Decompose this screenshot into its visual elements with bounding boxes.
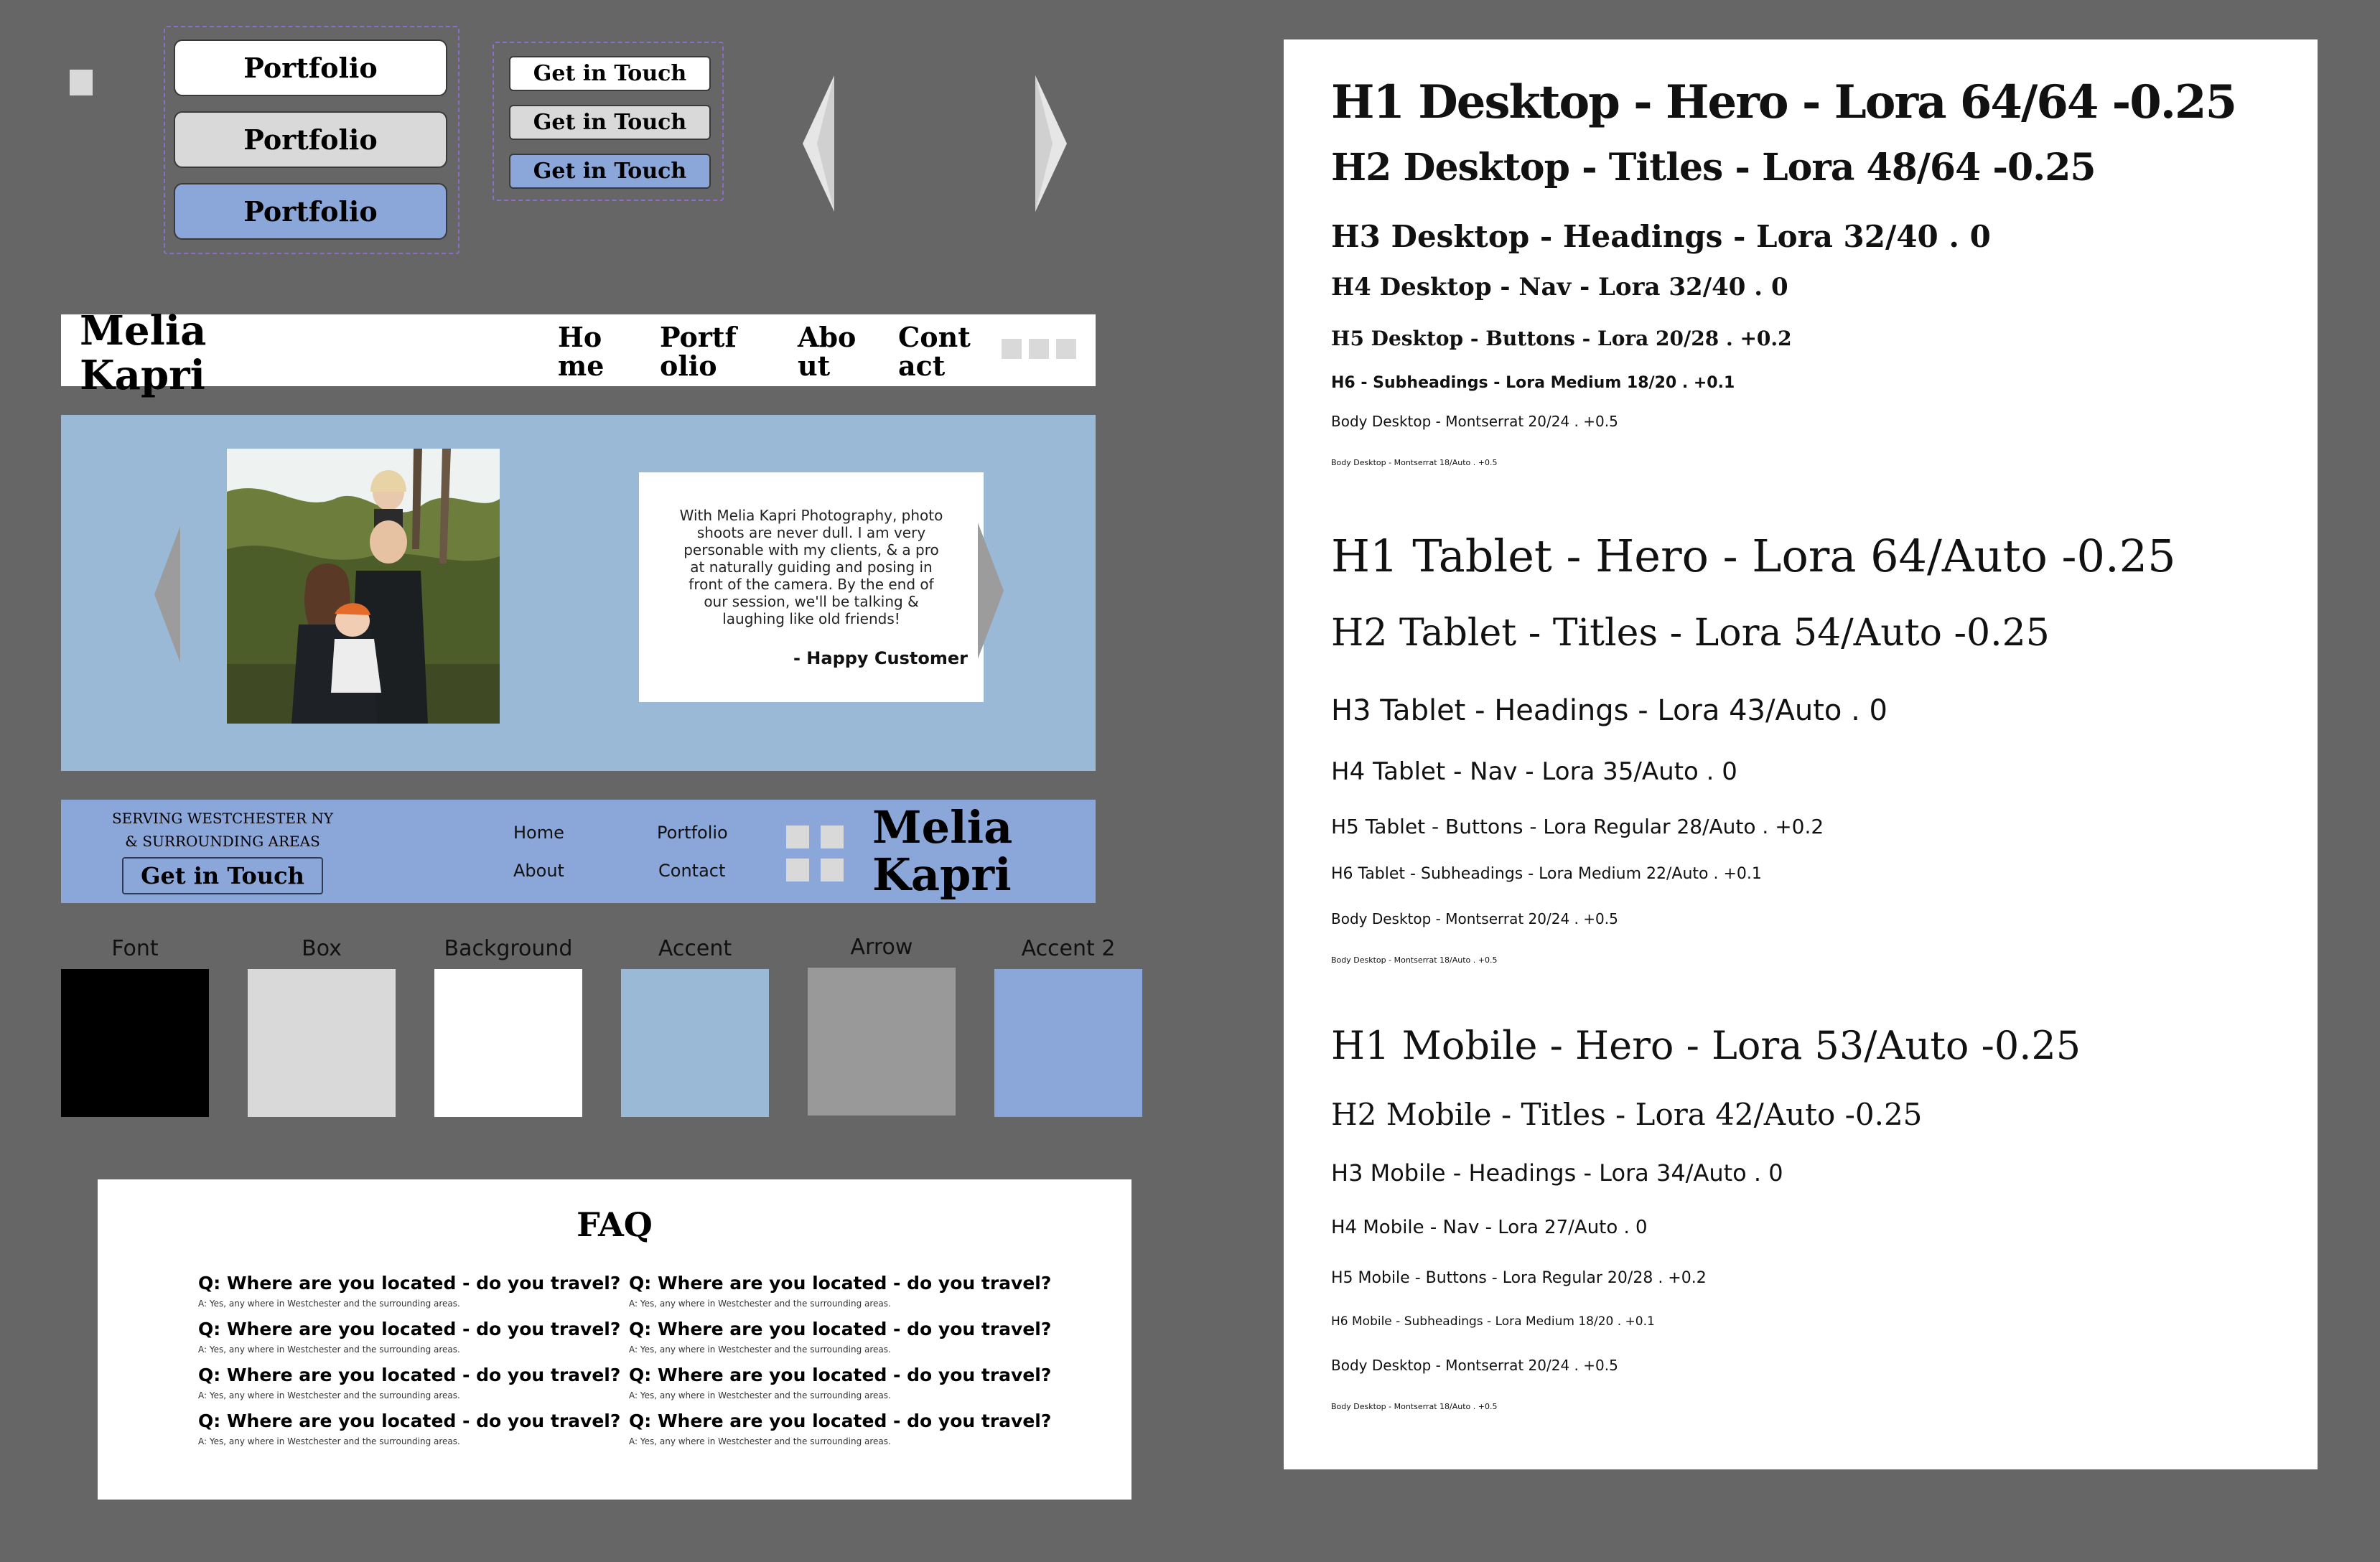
nav-bar xyxy=(61,307,1096,399)
type-h2-desktop: H2 Desktop - Titles - Lora 48/64 -0.25 xyxy=(1331,146,2096,190)
faq-answer: A: Yes, any where in Westchester and the surrounding areas. xyxy=(629,1299,891,1309)
type-h5-tablet: H5 Tablet - Buttons - Lora Regular 28/Auto . +0.2 xyxy=(1331,815,1824,838)
faq-question[interactable]: Q: Where are you located - do you travel? xyxy=(198,1365,621,1385)
faq-answer: A: Yes, any where in Westchester and the surrounding areas. xyxy=(198,1299,460,1309)
get-in-touch-button-hover[interactable]: Get in Touch xyxy=(509,105,711,140)
nav-link-home[interactable]: Home xyxy=(558,321,605,382)
type-body-small-tablet: Body Desktop - Montserrat 18/Auto . +0.5 xyxy=(1331,955,1498,965)
type-h5-mobile: H5 Mobile - Buttons - Lora Regular 20/28 . +0.2 xyxy=(1331,1269,1707,1287)
type-h5-desktop: H5 Desktop - Buttons - Lora 20/28 . +0.2 xyxy=(1331,327,1792,350)
type-h4-tablet: H4 Tablet - Nav - Lora 35/Auto . 0 xyxy=(1331,757,1737,786)
type-h6-desktop: H6 - Subheadings - Lora Medium 18/20 . +0.1 xyxy=(1331,374,1735,392)
faq-answer: A: Yes, any where in Westchester and the surrounding areas. xyxy=(198,1436,460,1446)
service-area-text: SERVING WESTCHESTER NY & SURROUNDING AREAS xyxy=(111,810,334,850)
social-icon[interactable] xyxy=(821,859,844,881)
footer-logo[interactable]: Melia Kapri xyxy=(872,801,1013,901)
faq-section xyxy=(98,1179,1131,1500)
nav-link-portfolio[interactable]: Portfolio xyxy=(660,321,737,382)
nav-link-about[interactable]: About xyxy=(798,321,857,382)
type-body-tablet: Body Desktop - Montserrat 20/24 . +0.5 xyxy=(1331,910,1618,927)
get-in-touch-button-active[interactable]: Get in Touch xyxy=(509,154,711,189)
typography-panel xyxy=(1284,39,2318,1469)
faq-answer: A: Yes, any where in Westchester and the surrounding areas. xyxy=(629,1390,891,1400)
swatch-label: Arrow xyxy=(850,935,913,960)
carousel-prev-icon[interactable] xyxy=(154,526,182,663)
faq-question[interactable]: Q: Where are you located - do you travel? xyxy=(198,1273,621,1294)
swatch-background xyxy=(434,969,582,1117)
social-icon[interactable] xyxy=(786,859,809,881)
footer-link-portfolio[interactable]: Portfolio xyxy=(657,823,728,843)
family-photo xyxy=(227,449,500,724)
footer-link-home[interactable]: Home xyxy=(513,823,564,843)
get-in-touch-button-default[interactable]: Get in Touch xyxy=(509,56,711,91)
type-h3-mobile: H3 Mobile - Headings - Lora 34/Auto . 0 xyxy=(1331,1159,1783,1187)
swatch-font xyxy=(61,969,209,1117)
faq-question[interactable]: Q: Where are you located - do you travel? xyxy=(198,1319,621,1339)
faq-question[interactable]: Q: Where are you located - do you travel? xyxy=(629,1273,1052,1294)
social-icon[interactable] xyxy=(1029,339,1049,359)
arrow-right-icon[interactable] xyxy=(1034,75,1067,212)
footer-link-contact[interactable]: Contact xyxy=(658,861,726,881)
type-body-desktop: Body Desktop - Montserrat 20/24 . +0.5 xyxy=(1331,413,1618,430)
social-icon[interactable] xyxy=(1056,339,1076,359)
faq-question[interactable]: Q: Where are you located - do you travel? xyxy=(629,1365,1052,1385)
faq-question[interactable]: Q: Where are you located - do you travel? xyxy=(629,1319,1052,1339)
faq-question[interactable]: Q: Where are you located - do you travel? xyxy=(629,1411,1052,1431)
faq-answer: A: Yes, any where in Westchester and the surrounding areas. xyxy=(629,1436,891,1446)
swatch-arrow xyxy=(808,968,956,1116)
swatch-accent-2 xyxy=(994,969,1142,1117)
type-h1-desktop: H1 Desktop - Hero - Lora 64/64 -0.25 xyxy=(1331,75,2236,129)
testimonial-author: - Happy Customer xyxy=(793,648,968,668)
swatch-label: Box xyxy=(302,936,342,961)
social-icon[interactable] xyxy=(786,826,809,848)
hero-section xyxy=(61,415,1096,771)
testimonial-text: With Melia Kapri Photography, photo shoots are never dull. I am very personable with my clients, & a pro at naturally guiding and posing in front of the camera. By the end of our session, we'll be talking & laughing like old friends! xyxy=(679,507,943,627)
type-h6-mobile: H6 Mobile - Subheadings - Lora Medium 18/20 . +0.1 xyxy=(1331,1314,1655,1329)
type-h2-mobile: H2 Mobile - Titles - Lora 42/Auto -0.25 xyxy=(1331,1097,1923,1132)
swatch-label: Font xyxy=(111,936,159,961)
type-h3-desktop: H3 Desktop - Headings - Lora 32/40 . 0 xyxy=(1331,219,1991,254)
faq-answer: A: Yes, any where in Westchester and the surrounding areas. xyxy=(629,1344,891,1355)
arrow-left-icon[interactable] xyxy=(803,75,836,212)
type-h4-desktop: H4 Desktop - Nav - Lora 32/40 . 0 xyxy=(1331,273,1788,301)
portfolio-button-active[interactable]: Portfolio xyxy=(174,183,447,240)
type-h2-tablet: H2 Tablet - Titles - Lora 54/Auto -0.25 xyxy=(1331,612,2050,655)
nav-logo[interactable]: Melia Kapri xyxy=(80,307,207,399)
nav-link-contact[interactable]: Contact xyxy=(898,321,971,382)
type-body-small-mobile: Body Desktop - Montserrat 18/Auto . +0.5 xyxy=(1331,1402,1498,1411)
type-body-mobile: Body Desktop - Montserrat 20/24 . +0.5 xyxy=(1331,1357,1618,1374)
swatch-label: Background xyxy=(444,936,573,961)
type-body-small-desktop: Body Desktop - Montserrat 18/Auto . +0.5 xyxy=(1331,458,1498,467)
footer xyxy=(61,800,1096,903)
swatch-label: Accent 2 xyxy=(1021,936,1116,961)
faq-answer: A: Yes, any where in Westchester and the surrounding areas. xyxy=(198,1344,460,1355)
type-h1-tablet: H1 Tablet - Hero - Lora 64/Auto -0.25 xyxy=(1331,530,2176,582)
type-h1-mobile: H1 Mobile - Hero - Lora 53/Auto -0.25 xyxy=(1331,1023,2081,1068)
type-h6-tablet: H6 Tablet - Subheadings - Lora Medium 22/Auto . +0.1 xyxy=(1331,865,1762,883)
swatch-label: Accent xyxy=(658,936,732,961)
swatch-box xyxy=(248,969,396,1117)
placeholder-square xyxy=(70,70,93,95)
footer-get-in-touch-button[interactable]: Get in Touch xyxy=(122,857,323,894)
faq-title: FAQ xyxy=(577,1205,653,1244)
type-h4-mobile: H4 Mobile - Nav - Lora 27/Auto . 0 xyxy=(1331,1217,1648,1238)
footer-link-about[interactable]: About xyxy=(513,861,564,881)
portfolio-button-hover[interactable]: Portfolio xyxy=(174,111,447,168)
type-h3-tablet: H3 Tablet - Headings - Lora 43/Auto . 0 xyxy=(1331,694,1887,727)
carousel-next-icon[interactable] xyxy=(976,523,1004,659)
social-icon[interactable] xyxy=(1002,339,1022,359)
testimonial-card xyxy=(639,472,984,702)
faq-question[interactable]: Q: Where are you located - do you travel? xyxy=(198,1411,621,1431)
social-icon[interactable] xyxy=(821,826,844,848)
portfolio-button-default[interactable]: Portfolio xyxy=(174,39,447,96)
swatch-accent xyxy=(621,969,769,1117)
faq-answer: A: Yes, any where in Westchester and the surrounding areas. xyxy=(198,1390,460,1400)
